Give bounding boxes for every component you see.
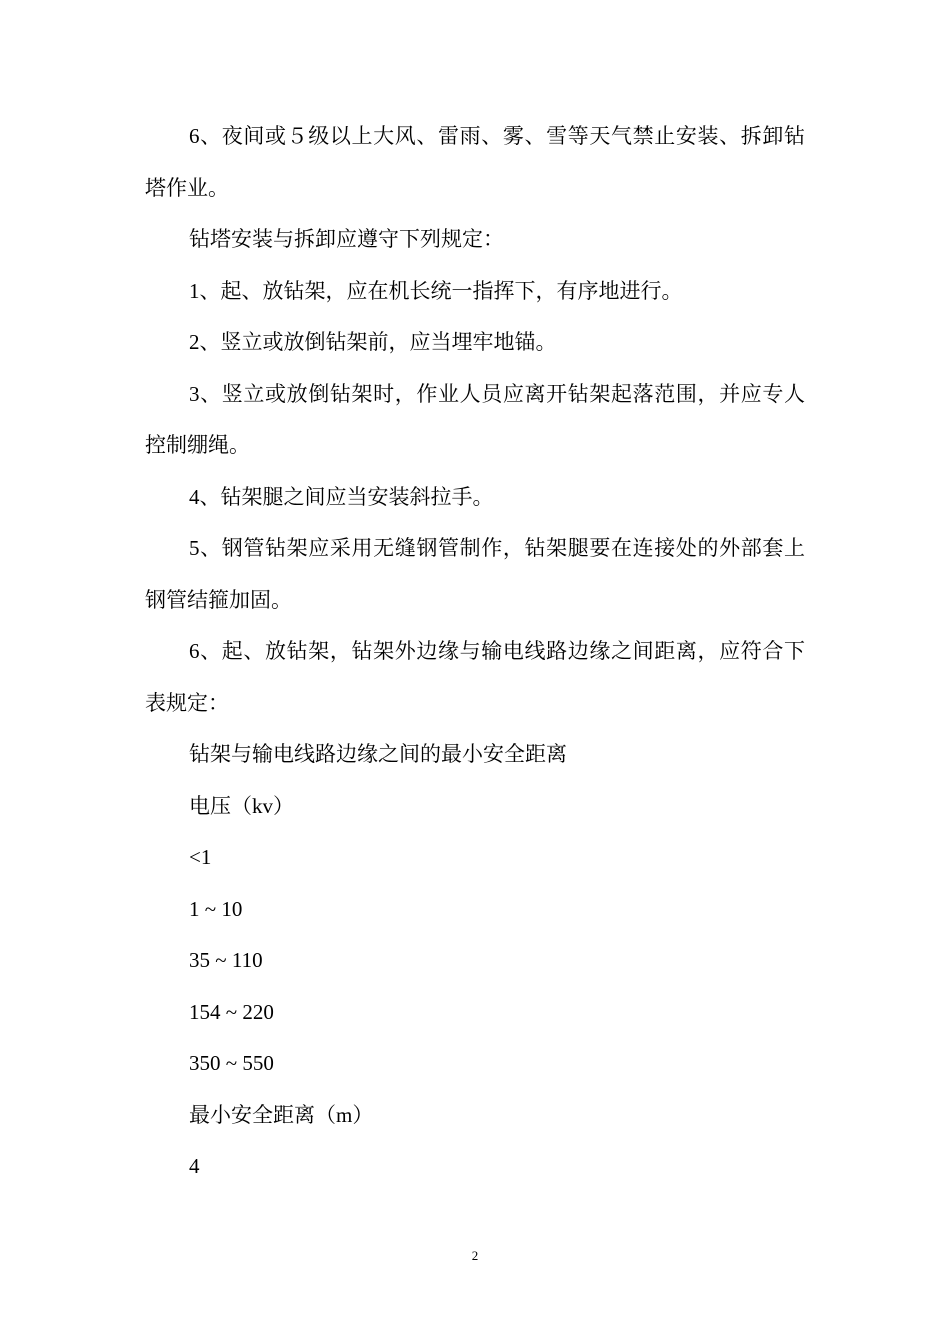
paragraph-rule-4: 4、钻架腿之间应当安装斜拉手。	[189, 484, 494, 509]
table-title: 钻架与输电线路边缘之间的最小安全距离	[189, 742, 567, 766]
table-voltage-row-1: <1	[189, 845, 212, 869]
table-voltage-row-3: 35 ~ 110	[189, 948, 263, 972]
paragraph-weather-rule: 6、夜间或５级以上大风、雷雨、雾、雪等天气禁止安装、拆卸钻塔作业。	[145, 124, 805, 200]
paragraph-rule-2: 2、竖立或放倒钻架前，应当埋牢地锚。	[189, 330, 557, 354]
paragraph-rules-intro: 钻塔安装与拆卸应遵守下列规定：	[189, 227, 504, 251]
paragraph-rule-1: 1、起、放钻架，应在机长统一指挥下，有序地进行。	[189, 278, 683, 303]
table-header-voltage: 电压（kv）	[189, 793, 294, 818]
table-distance-row-1: 4	[189, 1154, 200, 1178]
paragraph-rule-5: 5、钢管钻架应采用无缝钢管制作，钻架腿要在连接处的外部套上钢管结箍加固。	[145, 536, 805, 612]
table-voltage-row-2: 1 ~ 10	[189, 896, 243, 921]
page-number: 2	[471, 1248, 479, 1263]
document-body	[145, 111, 805, 1193]
table-voltage-row-5: 350 ~ 550	[189, 1051, 274, 1075]
table-voltage-row-4: 154 ~ 220	[189, 999, 274, 1024]
paragraph-rule-6: 6、起、放钻架，钻架外边缘与输电线路边缘之间距离，应符合下表规定：	[145, 639, 805, 715]
paragraph-rule-3: 3、竖立或放倒钻架时，作业人员应离开钻架起落范围，并应专人控制绷绳。	[145, 381, 805, 457]
table-header-distance: 最小安全距离（m）	[189, 1102, 374, 1127]
